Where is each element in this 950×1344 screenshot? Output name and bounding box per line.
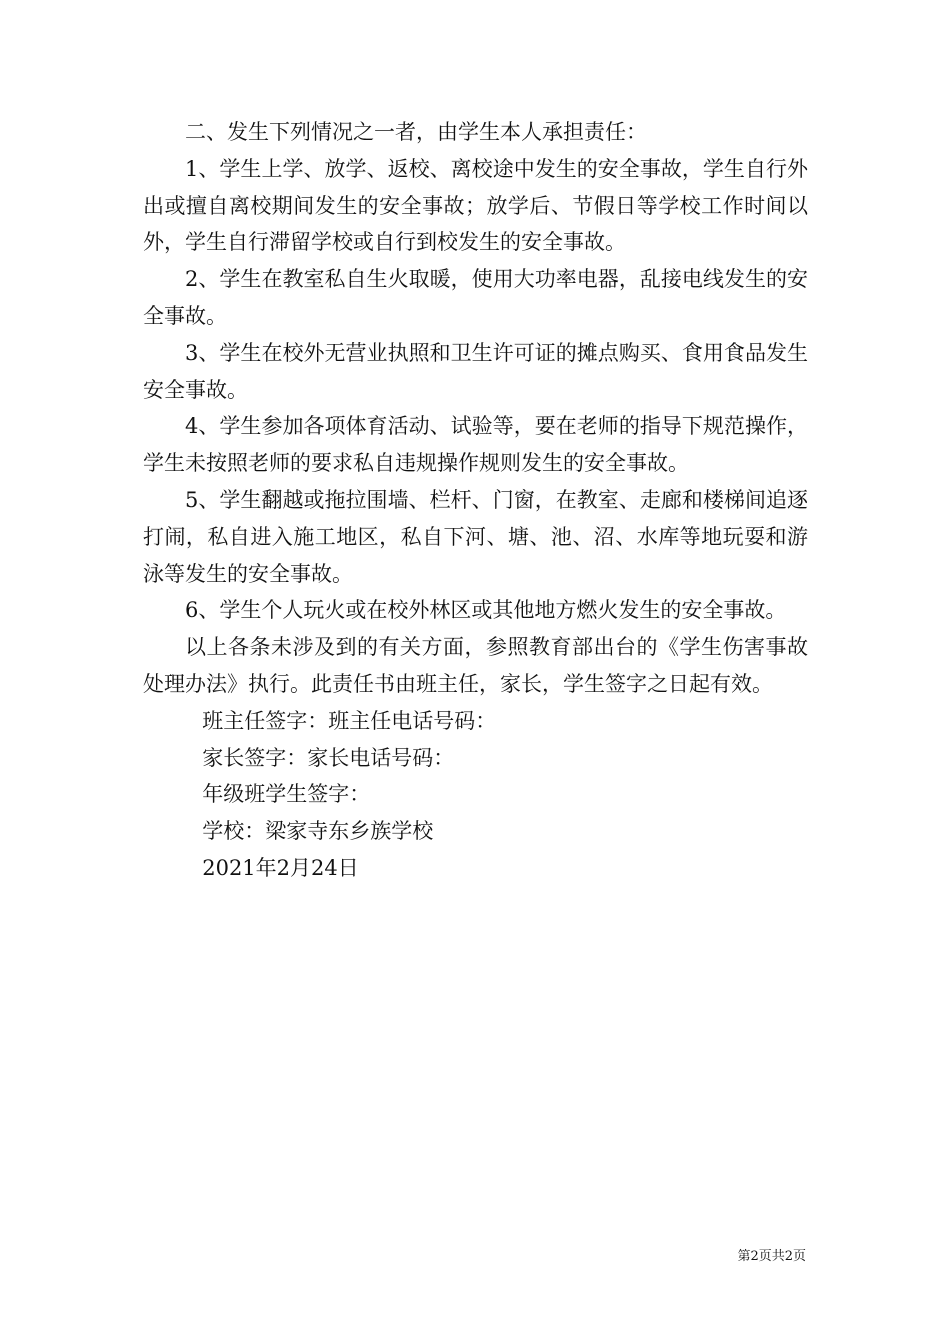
parent-signature-line: 家长签字：家长电话号码：: [202, 745, 455, 770]
paragraph-item-5: 5、学生翻越或拖拉围墙、栏杆、门窗，在教室、走廊和楼梯间追逐打闹，私自进入施工地区，私自下河、塘、池、沼、水库等地玩耍和游泳等发生的安全事故。: [143, 487, 808, 586]
paragraph-item-1: 1、学生上学、放学、返校、离校途中发生的安全事故，学生自行外出或擅自离校期间发生的安全事故；放学后、节假日等学校工作时间以外，学生自行滞留学校或自行到校发生的安全事故。: [143, 156, 808, 255]
page-number: 第2页共2页: [737, 1249, 806, 1264]
paragraph-item-2: 2、学生在教室私自生火取暖，使用大功率电器，乱接电线发生的安全事故。: [143, 267, 808, 328]
student-signature-line: 年级班学生签字：: [202, 782, 371, 807]
teacher-signature-line: 班主任签字：班主任电话号码：: [202, 708, 497, 733]
paragraph-item-3: 3、学生在校外无营业执照和卫生许可证的摊点购买、食用食品发生安全事故。: [143, 340, 808, 402]
paragraph-item-4: 4、学生参加各项体育活动、试验等，要在老师的指导下规范操作，学生未按照老师的要求私自违规操作规则发生的安全事故。: [143, 414, 808, 476]
school-line: 学校：梁家寺东乡族学校: [202, 819, 434, 844]
paragraph-closing: 以上各条未涉及到的有关方面，参照教育部出台的《学生伤害事故处理办法》执行。此责任书由班主任，家长，学生签字之日起有效。: [143, 635, 808, 696]
document-body: [143, 114, 808, 887]
paragraph-item-6: 6、学生个人玩火或在校外林区或其他地方燃火发生的安全事故。: [185, 598, 787, 623]
date-line: 2021年2月24日: [202, 855, 359, 880]
paragraph-section-heading: 二、发生下列情况之一者，由学生本人承担责任：: [185, 120, 647, 144]
